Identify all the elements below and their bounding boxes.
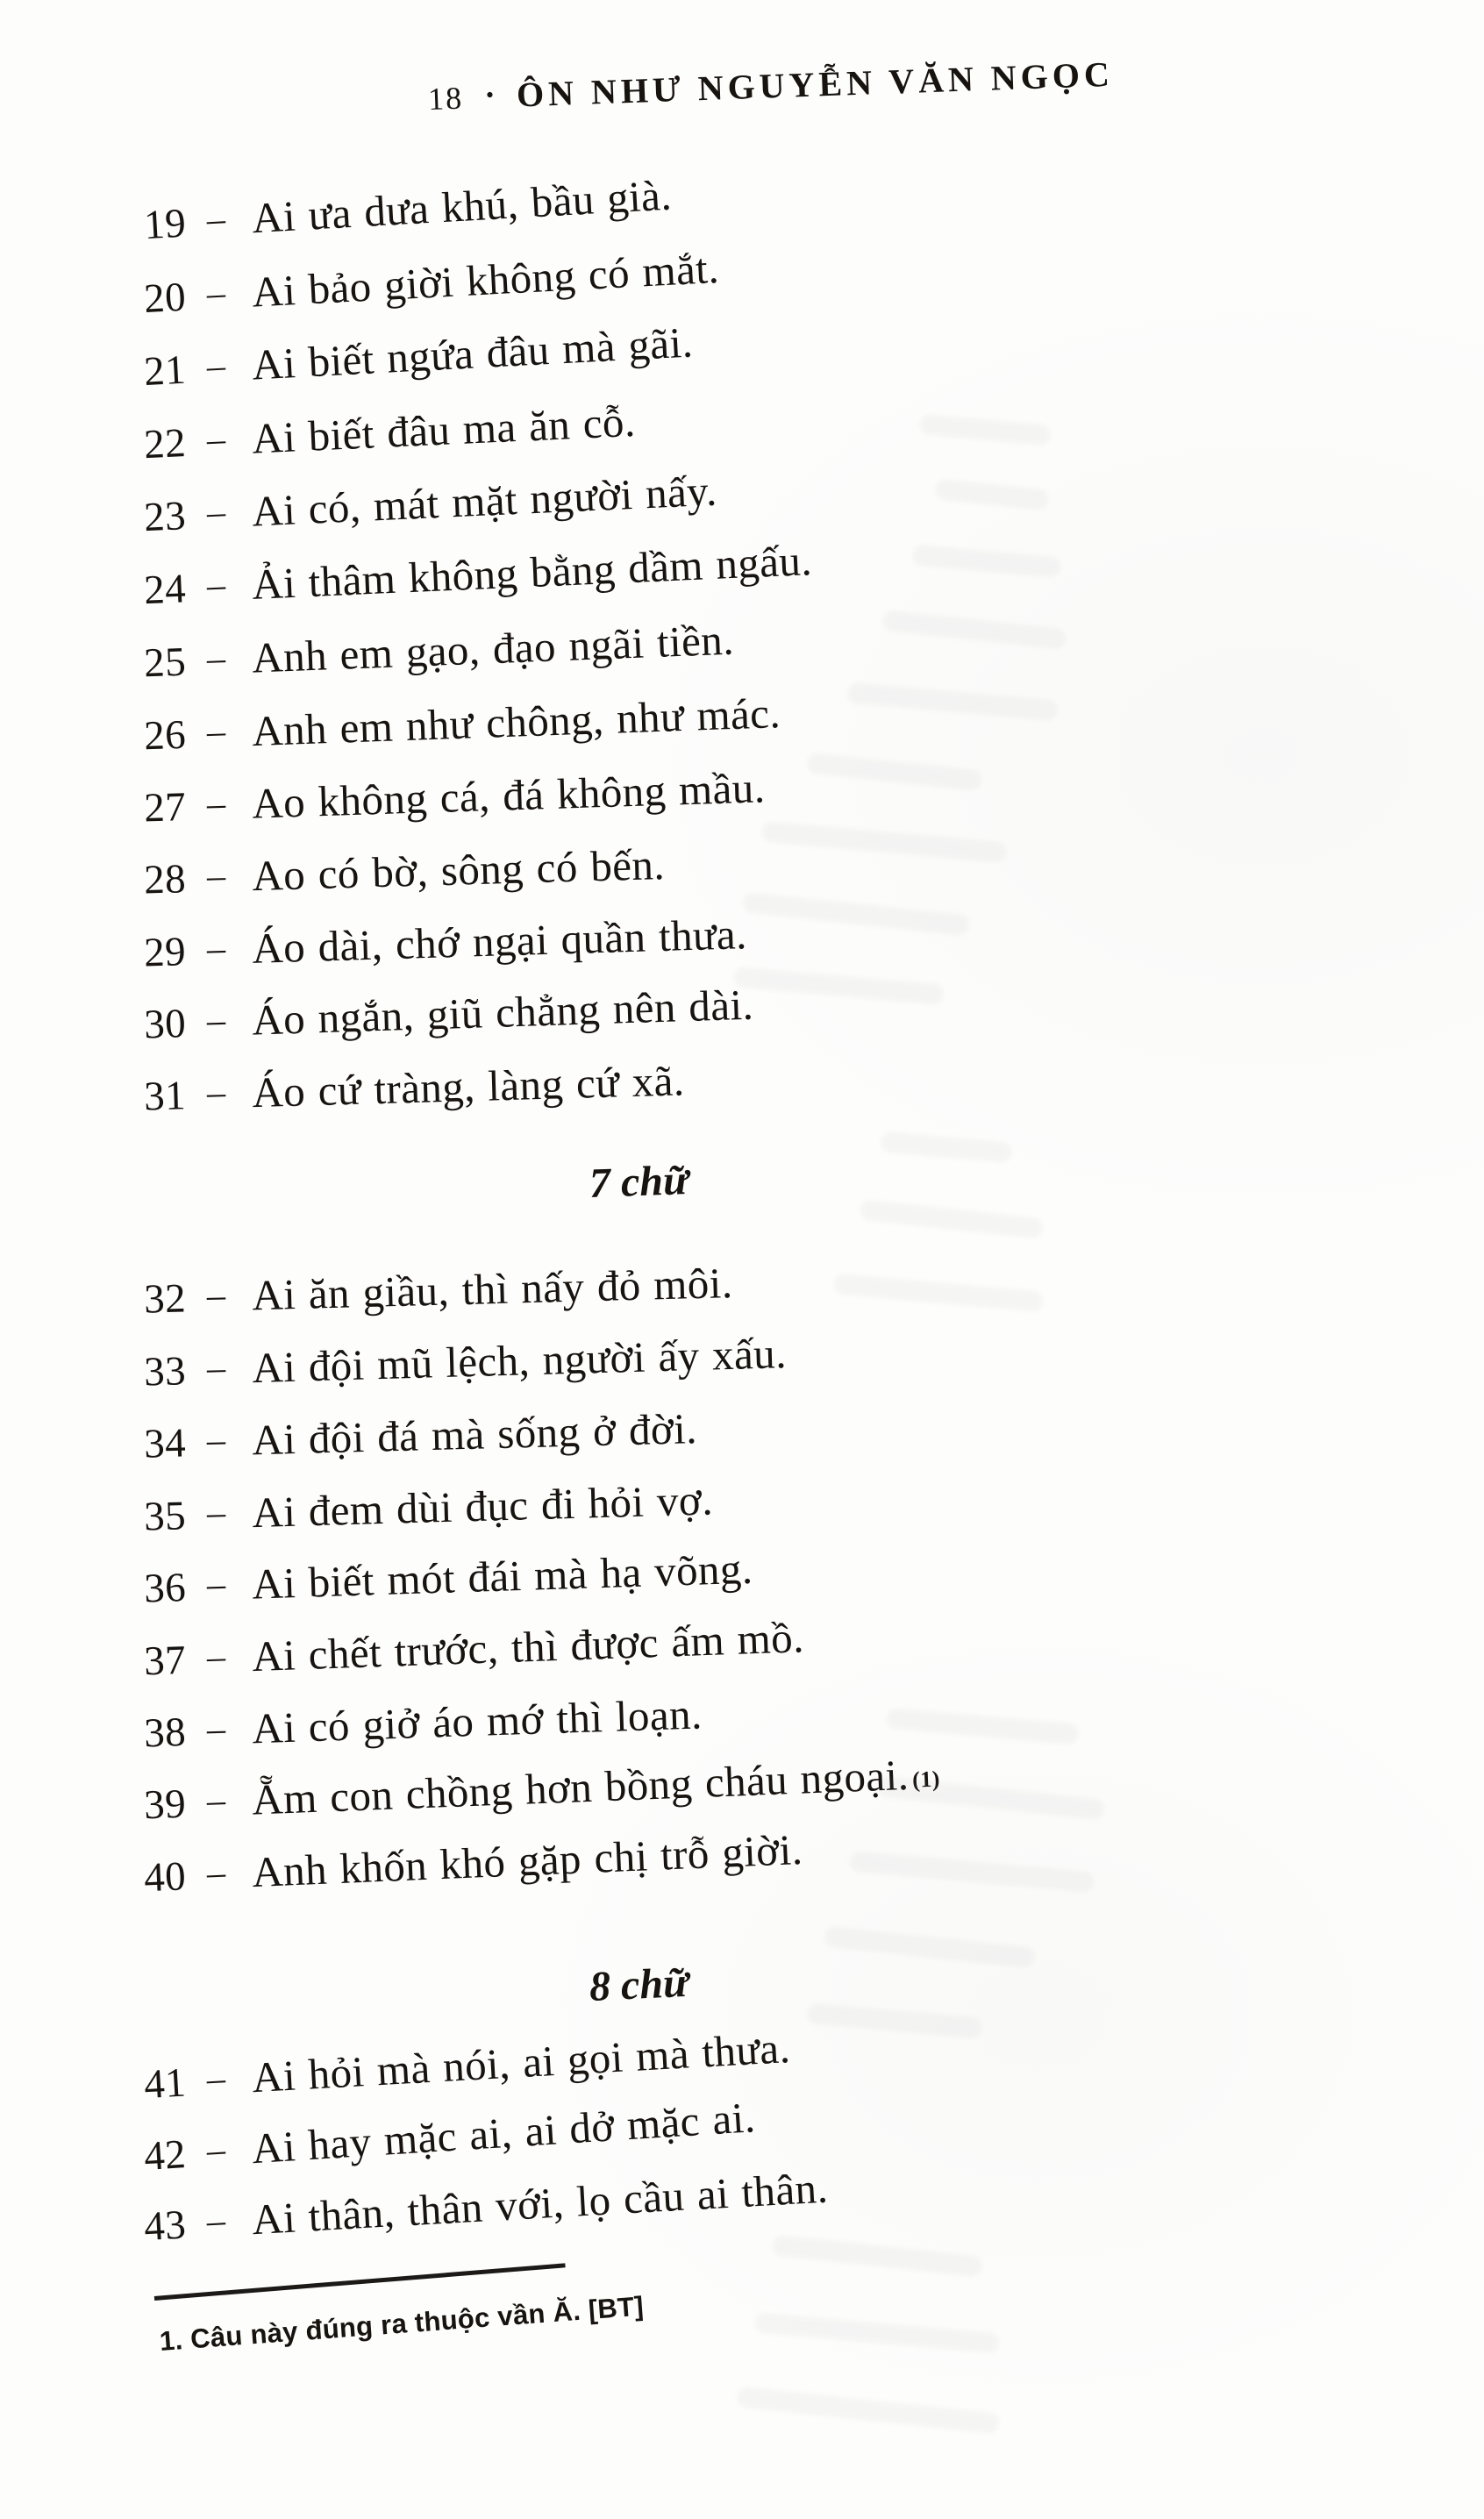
item-dash: –: [206, 1637, 227, 1678]
item-number: 39: [143, 1780, 188, 1829]
item-text: Anh em như chông, như mác.: [251, 689, 781, 756]
item-dash: –: [206, 1000, 227, 1042]
bleed-through-artifact: [760, 821, 1007, 863]
proverb-row: [128, 2163, 829, 2251]
item-text: Ai hỏi mà nói, ai gọi mà thưa.: [250, 2023, 792, 2102]
bleed-through-artifact: [880, 1131, 1013, 1164]
proverb-row: [129, 1824, 803, 1902]
item-dash: –: [206, 638, 227, 680]
item-text: Ao có bờ, sông có bến.: [251, 839, 666, 901]
item-dash: –: [206, 711, 227, 753]
proverb-row: [129, 762, 766, 832]
proverb-row: [129, 980, 754, 1049]
proverb-row: [129, 1688, 703, 1758]
item-dash: –: [205, 565, 227, 607]
proverb-row: [129, 1612, 805, 1686]
item-number: 27: [143, 784, 187, 831]
page-header: [427, 54, 1114, 118]
item-dash: –: [206, 1492, 226, 1534]
item-dash: –: [205, 273, 227, 315]
bleed-through-artifact: [848, 1851, 1095, 1893]
item-text: Ai đem dùi đục đi hỏi vợ.: [251, 1475, 714, 1538]
item-text: Áo dài, chớ ngại quần thưa.: [251, 910, 748, 973]
item-text: Ai bảo giời không có mắt.: [250, 243, 721, 317]
item-dash: –: [206, 1709, 227, 1751]
bleed-through-artifact: [885, 1707, 1079, 1745]
proverb-row: [129, 909, 747, 977]
item-text: Ao không cá, đá không mầu.: [251, 763, 767, 828]
item-text: Ải thâm không bằng dầm ngấu.: [251, 536, 813, 609]
item-dash: –: [206, 1275, 226, 1317]
item-text: Anh em gạo, đạo ngãi tiền.: [251, 615, 735, 682]
proverb-row: [129, 1055, 685, 1121]
item-number: 25: [143, 639, 188, 687]
item-text: Ai đội đá mà sống ở đời.: [251, 1404, 698, 1465]
item-dash: –: [206, 1347, 226, 1389]
bleed-through-artifact: [911, 545, 1061, 579]
item-number: 23: [143, 493, 188, 541]
item-number: 38: [143, 1709, 187, 1757]
proverb-row: [128, 2092, 756, 2181]
proverb-row: [129, 839, 665, 904]
item-dash: –: [205, 2130, 227, 2172]
proverb-row: [129, 1749, 941, 1830]
item-number: 43: [142, 2201, 188, 2251]
item-number: 37: [143, 1637, 187, 1685]
item-text: Áo cứ tràng, làng cứ xã.: [251, 1056, 686, 1117]
bleed-through-artifact: [876, 1775, 1105, 1820]
header-separator-dot: •: [485, 82, 495, 108]
item-text: Ai biết đâu ma ăn cỗ.: [251, 396, 637, 463]
item-number: 42: [142, 2131, 188, 2180]
item-dash: –: [206, 1564, 227, 1606]
item-text: Ai biết mót đái mà hạ võng.: [251, 1544, 754, 1609]
item-number: 28: [143, 856, 187, 903]
item-dash: –: [206, 1420, 226, 1461]
item-number: 36: [143, 1565, 187, 1612]
running-title: ÔN NHƯ NGUYỄN VĂN NGỌC: [516, 54, 1115, 115]
proverb-row: [129, 688, 781, 760]
bleed-through-artifact: [832, 1274, 1044, 1313]
item-text: Ai có giở áo mớ thì loạn.: [251, 1689, 703, 1753]
item-dash: –: [205, 2200, 227, 2243]
item-text: Ai có, mát mặt người nấy.: [251, 466, 718, 536]
item-number: 32: [143, 1275, 187, 1323]
bleed-through-artifact: [918, 414, 1052, 446]
item-number: 40: [143, 1853, 188, 1902]
section-heading-7-chu: 7 chữ: [589, 1157, 689, 1207]
proverb-row: [128, 170, 673, 250]
bleed-through-artifact: [824, 1926, 1035, 1969]
item-number: 41: [142, 2059, 188, 2109]
bleed-through-artifact: [806, 2002, 982, 2038]
item-dash: –: [205, 346, 227, 388]
item-number: 21: [142, 346, 188, 396]
item-text: Áo ngắn, giũ chẳng nên dài.: [251, 980, 754, 1045]
footnote-text: 1. Câu này đúng ra thuộc vần Ă. [BT]: [158, 2290, 646, 2357]
bleed-through-artifact: [753, 2312, 1000, 2354]
item-dash: –: [206, 928, 227, 970]
proverb-row: [129, 615, 735, 688]
footnote-marker: (1): [911, 1766, 941, 1793]
item-text: Anh khốn khó gặp chị trỗ giời.: [251, 1824, 804, 1897]
item-number: 33: [143, 1348, 187, 1395]
item-dash: –: [205, 1852, 227, 1895]
bleed-through-artifact: [737, 2386, 1001, 2434]
proverb-row: [129, 535, 813, 615]
item-number: 20: [142, 274, 188, 323]
item-dash: –: [205, 492, 227, 533]
proverb-row: [129, 396, 637, 469]
item-number: 26: [143, 711, 187, 760]
item-text: Ai đội mũ lệch, người ấy xấu.: [251, 1329, 788, 1393]
proverb-row: [129, 1403, 697, 1468]
bleed-through-artifact: [732, 967, 944, 1006]
bleed-through-artifact: [881, 610, 1067, 650]
page-number: 18: [427, 80, 464, 117]
proverb-row: [129, 317, 695, 396]
item-number: 22: [143, 420, 188, 468]
item-dash: –: [206, 855, 226, 897]
proverb-row: [129, 1474, 713, 1541]
proverb-row: [129, 1258, 733, 1324]
item-text: Ai ưa dưa khú, bầu già.: [250, 170, 674, 243]
bleed-through-artifact: [859, 1199, 1044, 1239]
item-dash: –: [206, 1780, 227, 1822]
item-text: Ai chết trước, thì được ấm mồ.: [251, 1613, 805, 1681]
item-text: Ai ăn giầu, thì nấy đỏ môi.: [251, 1259, 734, 1320]
proverb-row: [129, 1544, 753, 1613]
item-dash: –: [205, 419, 227, 460]
item-dash: –: [206, 1072, 226, 1114]
item-number: 30: [143, 1001, 187, 1048]
item-dash: –: [205, 198, 227, 241]
proverb-row: [129, 1328, 787, 1396]
footnote-divider: [154, 2263, 566, 2301]
proverb-row: [129, 243, 721, 324]
item-number: 24: [143, 566, 188, 614]
bleed-through-artifact: [806, 753, 982, 792]
item-number: 35: [143, 1493, 187, 1540]
item-number: 31: [143, 1073, 187, 1120]
item-number: 29: [143, 929, 187, 976]
bleed-through-artifact: [741, 891, 970, 936]
bleed-through-artifact: [771, 2235, 982, 2278]
item-text: Ai hay mặc ai, ai dở mặc ai.: [250, 2093, 757, 2173]
item-text: Ai thân, thân với, lọ cầu ai thân.: [250, 2163, 830, 2244]
item-dash: –: [206, 783, 227, 825]
proverb-row: [129, 466, 718, 542]
bleed-through-artifact: [846, 682, 1058, 722]
section-heading-8-chu: 8 chữ: [588, 1959, 689, 2010]
bleed-through-artifact: [934, 478, 1050, 510]
item-text: Ai biết ngứa đâu mà gãi.: [250, 318, 695, 389]
item-text: Ẵm con chồng hơn bồng cháu ngoại.: [251, 1750, 910, 1824]
item-dash: –: [205, 2058, 227, 2101]
item-number: 34: [143, 1420, 187, 1467]
item-number: 19: [142, 200, 188, 249]
